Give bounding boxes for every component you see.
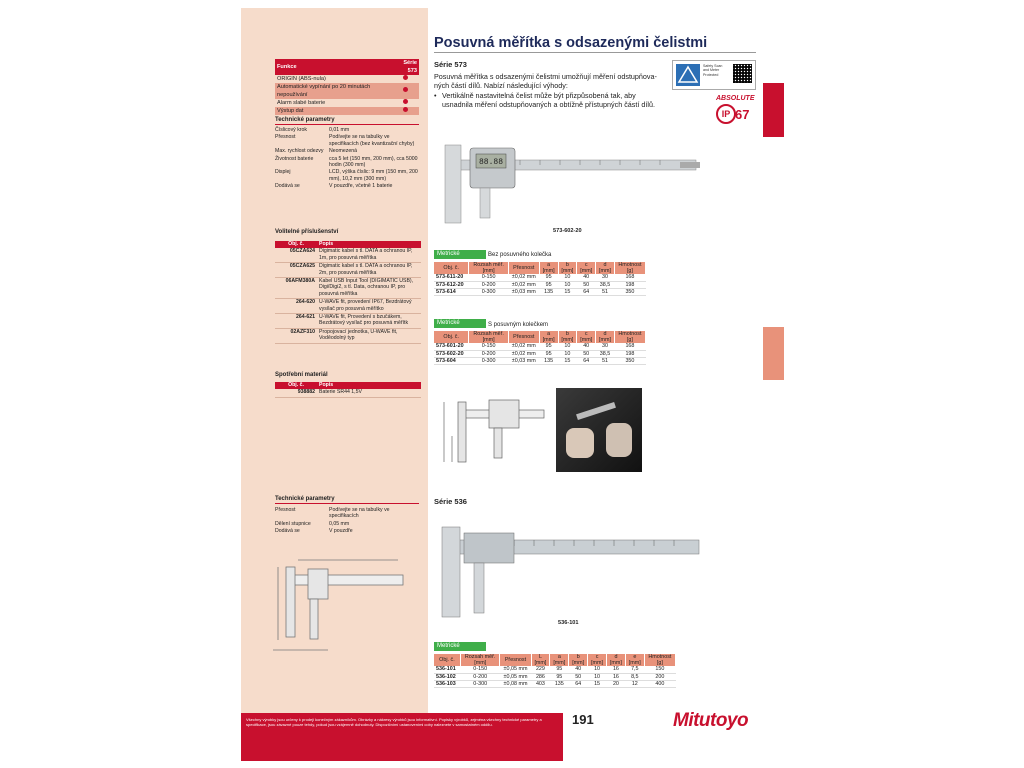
spec-value: 50 — [577, 350, 596, 357]
spec-value: 350 — [614, 357, 645, 364]
spec-value: 10 — [588, 673, 607, 680]
spec-header-cell — [469, 331, 508, 343]
table1-subtitle: Bez posuvného kolečka — [488, 252, 552, 258]
header-label: b — [565, 262, 569, 268]
order-number: 573-601-20 — [434, 343, 469, 350]
param-row — [275, 169, 420, 183]
spec-header-cell — [460, 654, 500, 666]
accessory-row — [275, 263, 421, 278]
spec-header-cell — [434, 262, 469, 274]
spec-value: 95 — [539, 281, 558, 288]
side-tab-pink — [763, 327, 784, 380]
description: Digimatic kabel s tl. DATA a ochranou IP, 2m, pro posuvná měřítka — [317, 263, 421, 278]
header-label: Obj. č. — [439, 657, 455, 664]
spec-value: 16 — [607, 673, 626, 680]
header-unit: [mm] — [572, 660, 585, 667]
spec-value: ±0,02 mm — [508, 281, 539, 288]
supported-dot-icon — [403, 99, 408, 104]
intro-line-2: ných částí dílů. Nabízí následující výhody: — [434, 81, 568, 91]
header-label: L — [538, 654, 542, 660]
header-label: c — [595, 654, 599, 660]
spec-value: 20 — [607, 680, 626, 687]
spec-value: 10 — [558, 274, 577, 281]
spec-value: 15 — [588, 680, 607, 687]
spec-value: 95 — [539, 343, 558, 350]
supported-dot-icon — [403, 107, 408, 112]
spec-value: 135 — [550, 680, 569, 687]
spec-row — [434, 357, 646, 364]
order-code: 05CZA625 — [275, 263, 317, 278]
header-label: Hmotnost — [648, 654, 672, 660]
intro-line-1: Posuvná měřítka s odsazenými čelistmi umožňují měření odstupňova- — [434, 72, 657, 81]
ip67-badge — [716, 104, 752, 126]
param-key: Dodává se — [275, 183, 300, 190]
spec-row — [434, 281, 646, 288]
metric-tag-2: Metrické — [434, 319, 486, 328]
function-row — [275, 107, 419, 115]
supported-dot-icon — [403, 87, 408, 92]
spec-header-cell — [596, 331, 615, 343]
function-row — [275, 83, 419, 99]
function-header: Funkce — [277, 64, 297, 70]
spec-value: 10 — [558, 350, 577, 357]
spec-value: 198 — [614, 281, 645, 288]
tuv-badge-text: Safety Scan and Meter Protected — [703, 64, 723, 77]
spec-value: 30 — [596, 343, 615, 350]
header-label: Obj. č. — [443, 334, 459, 341]
accessory-row — [275, 389, 421, 397]
spec-value: 95 — [539, 274, 558, 281]
function-dot-cell — [392, 107, 419, 115]
table2-subtitle: S posuvným kolečkem — [488, 322, 549, 328]
spec-value: 8,5 — [625, 673, 644, 680]
svg-text:88.88: 88.88 — [479, 158, 504, 167]
function-dot-cell — [392, 75, 419, 83]
spec-header-cell — [614, 262, 645, 274]
spec-header-cell — [607, 654, 626, 666]
spec-value: 0-150 — [469, 343, 508, 350]
header-label: d — [603, 331, 607, 337]
header-label: b — [565, 331, 569, 337]
consumables-title: Spotřební materiál — [275, 372, 328, 378]
header-label: a — [557, 654, 561, 660]
spec-value: 198 — [614, 350, 645, 357]
series-573-label: Série 573 — [434, 60, 467, 69]
param-key: Dělení stupnice — [275, 520, 311, 527]
spec-row — [434, 288, 646, 295]
spec-value: 50 — [577, 281, 596, 288]
function-row — [275, 99, 419, 107]
spec-header-row — [434, 331, 646, 343]
function-row — [275, 75, 419, 83]
spec-header-cell — [577, 262, 596, 274]
header-unit: [mm] — [561, 337, 574, 344]
acc-header-code: Obj. č. — [275, 241, 317, 248]
spec-value: 15 — [558, 288, 577, 295]
spec-header-cell — [577, 331, 596, 343]
header-label: Přesnost — [513, 334, 535, 341]
header-label: c — [584, 262, 588, 268]
spec-value: 7,5 — [625, 666, 644, 673]
header-unit: [mm] — [609, 660, 622, 667]
tech-params-536-table — [275, 507, 420, 536]
spec-value: 135 — [539, 288, 558, 295]
header-unit: [mm] — [482, 268, 495, 275]
spec-value: 38,5 — [596, 281, 615, 288]
spec-value: 95 — [550, 673, 569, 680]
side-tab-red — [763, 83, 784, 137]
order-code: 05CZA624 — [275, 248, 317, 262]
spec-row — [434, 343, 646, 350]
spec-header-cell — [588, 654, 607, 666]
param-value: 0,01 mm — [329, 127, 350, 133]
spec-header-cell — [644, 654, 675, 666]
header-unit: [mm] — [561, 268, 574, 275]
series-573-intro — [434, 72, 669, 110]
spec-value: 40 — [577, 343, 596, 350]
supported-dot-icon — [403, 75, 408, 80]
spec-row — [434, 666, 676, 673]
caption-573: 573-602-20 — [553, 228, 582, 234]
header-unit: [g] — [626, 268, 633, 275]
mitutoyo-logo: Mitutoyo — [673, 710, 749, 731]
description: U-WAVE fit, provedení IP67, Bezdrátový vysílač pro posuvná měřítko — [317, 299, 421, 314]
spec-value: 30 — [596, 274, 615, 281]
spec-value: 40 — [569, 666, 588, 673]
order-number: 573-604 — [434, 357, 469, 364]
accessories-table — [275, 241, 421, 344]
header-label: Rozsah měř. — [473, 331, 504, 337]
accessory-row — [275, 299, 421, 314]
header-unit: [mm] — [580, 337, 593, 344]
tuv-certification-badge — [672, 60, 756, 90]
header-unit: [mm] — [580, 268, 593, 275]
spec-value: ±0,05 mm — [500, 666, 531, 673]
accessory-row — [275, 278, 421, 299]
absolute-logo: ABSOLUTE — [716, 95, 755, 102]
spec-header-cell — [539, 331, 558, 343]
spec-value: 38,5 — [596, 350, 615, 357]
spec-value: 403 — [531, 680, 550, 687]
spec-row — [434, 350, 646, 357]
order-number: 573-614 — [434, 288, 469, 295]
function-label: Výstup dat — [277, 108, 304, 114]
spec-value: 64 — [577, 357, 596, 364]
spec-value: ±0,05 mm — [500, 673, 531, 680]
consumables-table — [275, 382, 421, 398]
function-dot-cell — [392, 83, 419, 99]
spec-value: 12 — [625, 680, 644, 687]
header-unit: [mm] — [542, 337, 555, 344]
spec-value: 10 — [558, 343, 577, 350]
header-label: Přesnost — [513, 265, 535, 272]
page-title: Posuvná měřítka s odsazenými čelistmi — [434, 35, 708, 51]
function-label: Alarm slabé baterie — [277, 100, 326, 106]
header-label: c — [584, 331, 588, 337]
spec-header-cell — [508, 262, 539, 274]
order-number: 536-101 — [434, 666, 460, 673]
spec-value: 229 — [531, 666, 550, 673]
spec-value: ±0,02 mm — [508, 350, 539, 357]
spec-header-cell — [558, 262, 577, 274]
order-number: 573-611-20 — [434, 274, 469, 281]
order-code: 264-621 — [275, 314, 317, 329]
header-label: a — [547, 262, 551, 268]
param-value: cca 5 let (150 mm, 200 mm), cca 5000 hodin (300 mm) — [329, 155, 418, 169]
param-key: Displej — [275, 169, 291, 176]
spec-value: 0-200 — [469, 281, 508, 288]
caliper-573-image — [440, 140, 702, 225]
spec-value: 95 — [539, 350, 558, 357]
spec-value: 64 — [569, 680, 588, 687]
accessory-row — [275, 314, 421, 329]
param-value: Podívejte se na tabulky ve specifikacích — [329, 507, 390, 520]
spec-value: 64 — [577, 288, 596, 295]
spec-value: 16 — [607, 666, 626, 673]
acc-header-desc: Popis — [317, 241, 421, 248]
caliper-usage-photo — [556, 388, 642, 472]
header-label: Přesnost — [504, 657, 527, 664]
spec-row — [434, 274, 646, 281]
spec-value: 51 — [596, 357, 615, 364]
spec-row — [434, 673, 676, 680]
param-key: Životnost baterie — [275, 155, 314, 162]
spec-value: 168 — [614, 343, 645, 350]
spec-value: 286 — [531, 673, 550, 680]
param-value: V pouzdře, včetně 1 baterie — [329, 183, 393, 190]
header-label: Rozsah měř. — [473, 262, 504, 268]
spec-value: 200 — [644, 673, 675, 680]
header-unit: [mm] — [482, 337, 495, 344]
param-value: LCD, výška číslic: 9 mm (150 mm, 200 mm), 10,2 mm (300 mm) — [329, 169, 418, 182]
spec-table-1 — [434, 262, 646, 296]
description: U-WAVE fit, Provedení s bzučákem, Bezdrátový vysílač pro posuvná měřítk — [317, 314, 421, 329]
spec-table-2 — [434, 331, 646, 365]
spec-table-536 — [434, 654, 676, 688]
accessories-title: Volitelné příslušenství — [275, 229, 339, 235]
param-key: Dodává se — [275, 528, 300, 535]
spec-value: 0-200 — [460, 673, 500, 680]
param-key: Přesnost — [275, 507, 296, 513]
spec-value: 10 — [558, 281, 577, 288]
tech-params-536-title: Technické parametry — [275, 496, 335, 502]
spec-value: ±0,08 mm — [500, 680, 531, 687]
spec-header-cell — [614, 331, 645, 343]
header-unit: [mm] — [534, 660, 547, 667]
header-unit: [g] — [656, 660, 663, 667]
param-value: Neomezená — [329, 148, 357, 155]
order-number: 536-102 — [434, 673, 460, 680]
spec-header-cell — [539, 262, 558, 274]
spec-row — [434, 680, 676, 687]
order-number: 573-612-20 — [434, 281, 469, 288]
param-key: Max. rychlost odezvy — [275, 148, 324, 155]
series-536-label: Série 536 — [434, 497, 467, 506]
description: Kabel USB Input Tool (DIGIMATIC USB), Digi/Digi2, s tl. Data, ochranou IP, pro posuvná měřítka — [317, 278, 421, 299]
spec-value: 0-300 — [469, 288, 508, 295]
function-label: ORIGIN (ABS-nula) — [277, 76, 326, 82]
header-unit: [mm] — [542, 268, 555, 275]
spec-header-cell — [508, 331, 539, 343]
spec-value: 0-300 — [469, 357, 508, 364]
order-code: 06AFM380A — [275, 278, 317, 299]
order-number: 536-103 — [434, 680, 460, 687]
spec-value: 95 — [550, 666, 569, 673]
spec-header-cell — [625, 654, 644, 666]
caliper-536-drawing — [268, 555, 408, 665]
spec-value: 0-200 — [469, 350, 508, 357]
qr-code-icon — [733, 64, 752, 83]
footer-disclaimer: Všechny výrobky jsou určeny k prodeji konečným zákazníkům. Obrázky a nákresy výrobků jsou informativní. Popisky výrobků, zejména všechny technické parametry a specifikace, jsou závazné pouze tehdy, pokud jsou vzájemně dohodnuty. Dispozičnímí ustanoveními coby naleznete v samostatném oddílu. — [246, 717, 542, 728]
spec-header-cell — [434, 331, 469, 343]
caption-536: 536-101 — [558, 620, 579, 626]
function-dot-cell — [392, 99, 419, 107]
description: Digimatic kabel s tl. DATA a ochranou IP, 1m, pro posuvná měřítka — [317, 248, 421, 262]
param-row — [275, 183, 420, 190]
param-key: Číslicový krok — [275, 127, 307, 133]
caliper-dimension-drawing — [434, 392, 546, 472]
header-unit: [mm] — [474, 660, 487, 667]
spec-header-cell — [569, 654, 588, 666]
function-label: Automatické vypínání po 20 minutách nepoužívání — [277, 84, 371, 98]
spec-header-row — [434, 654, 676, 666]
bullet-line-2: usnadnila měření odstupňovaných a obtížně přístupných částí dílů. — [442, 100, 655, 110]
spec-value: ±0,03 mm — [508, 357, 539, 364]
spec-value: ±0,02 mm — [508, 274, 539, 281]
spec-header-cell — [500, 654, 531, 666]
param-key: Přesnost — [275, 134, 296, 141]
header-label: a — [547, 331, 551, 337]
header-unit: [mm] — [553, 660, 566, 667]
accessory-row — [275, 328, 421, 343]
param-row — [275, 521, 420, 528]
spec-value: 168 — [614, 274, 645, 281]
spec-value: 150 — [644, 666, 675, 673]
header-unit: [mm] — [599, 337, 611, 344]
feature-bullet: • Vertikálně nastavitelná čelist může být přizpůsobená tak, aby usnadnila měření odstupňovaných a obtížně přístupných částí dílů. — [434, 91, 669, 110]
spec-value: 0-150 — [460, 666, 500, 673]
cons-header-code: Obj. č. — [275, 382, 317, 389]
spec-value: 400 — [644, 680, 675, 687]
spec-header-cell — [469, 262, 508, 274]
param-row — [275, 148, 420, 155]
accessory-row — [275, 248, 421, 262]
spec-value: ±0,02 mm — [508, 343, 539, 350]
order-code: 264-620 — [275, 299, 317, 314]
order-number: 573-602-20 — [434, 350, 469, 357]
param-value: Podívejte se na tabulky ve specifikacích (bez kvantizační chyby) — [329, 134, 415, 147]
caliper-536-image — [434, 515, 704, 620]
header-label: d — [603, 262, 607, 268]
spec-header-cell — [558, 331, 577, 343]
function-table — [275, 59, 419, 115]
header-unit: [g] — [626, 337, 633, 344]
header-unit: [mm] — [591, 660, 604, 667]
spec-value: 10 — [588, 666, 607, 673]
spec-header-cell — [596, 262, 615, 274]
spec-header-cell — [434, 654, 460, 666]
param-row — [275, 134, 420, 148]
spec-value: 0-150 — [469, 274, 508, 281]
ip-circle: IP — [716, 104, 736, 124]
order-code: 02AZF310 — [275, 328, 317, 343]
bullet-line-1: Vertikálně nastavitelná čelist může být přizpůsobená tak, aby — [442, 90, 636, 100]
spec-value: ±0,03 mm — [508, 288, 539, 295]
description: Baterie SR44 1,5V — [317, 389, 421, 397]
tech-params-table — [275, 127, 420, 191]
header-label: e — [633, 654, 637, 660]
spec-value: 50 — [569, 673, 588, 680]
cons-header-desc: Popis — [317, 382, 421, 389]
header-label: b — [576, 654, 580, 660]
tech-params-title: Technické parametry — [275, 117, 335, 123]
header-label: Rozsah měř. — [464, 654, 496, 660]
spec-header-row — [434, 262, 646, 274]
spec-value: 0-300 — [460, 680, 500, 687]
header-label: Obj. č. — [443, 265, 459, 272]
param-row — [275, 156, 420, 170]
spec-value: 135 — [539, 357, 558, 364]
metric-tag-3: Metrické — [434, 642, 486, 651]
header-unit: [mm] — [599, 268, 611, 275]
param-value: V pouzdře — [329, 528, 353, 535]
param-row — [275, 528, 420, 535]
header-label: Hmotnost — [618, 331, 642, 337]
series-header: Série 573 — [403, 60, 417, 74]
spec-value: 40 — [577, 274, 596, 281]
order-code: 938882 — [275, 389, 317, 397]
spec-header-cell — [550, 654, 569, 666]
spec-value: 350 — [614, 288, 645, 295]
header-label: d — [614, 654, 618, 660]
header-unit: [mm] — [628, 660, 641, 667]
page-number: 191 — [572, 712, 594, 727]
param-value: 0,05 mm — [329, 520, 350, 527]
spec-value: 51 — [596, 288, 615, 295]
param-row — [275, 507, 420, 521]
header-label: Hmotnost — [618, 262, 642, 268]
spec-header-cell — [531, 654, 550, 666]
spec-value: 15 — [558, 357, 577, 364]
metric-tag-1: Metrické — [434, 250, 486, 259]
param-row — [275, 127, 420, 134]
description: Propojovací jednotka, U-WAVE fit, Voděodolný typ — [317, 328, 421, 343]
tuv-logo-icon — [676, 64, 700, 86]
ip-number: 67 — [735, 107, 750, 122]
